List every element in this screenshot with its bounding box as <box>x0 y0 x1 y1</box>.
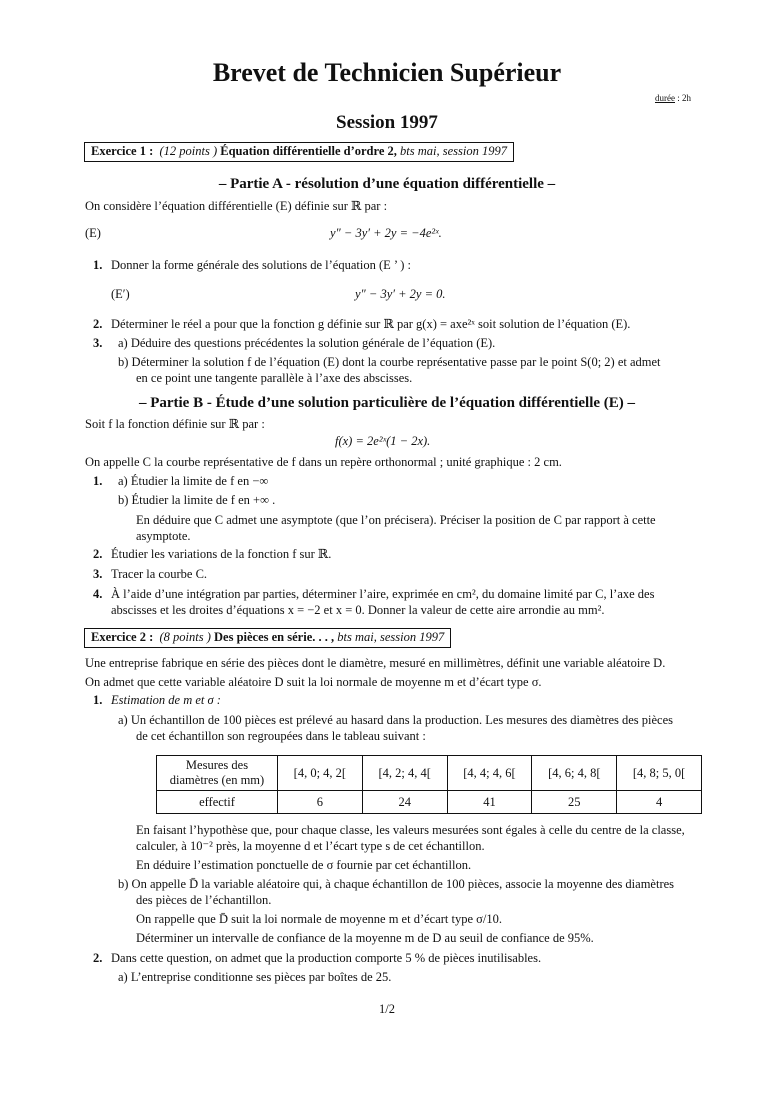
sub-question-continued: des pièces de l’échantillon. <box>136 893 272 907</box>
question-number: 2. <box>93 317 103 331</box>
sub-question-text: En déduire l’estimation ponctuelle de σ fournie par cet échantillon. <box>136 858 472 872</box>
exercise-source: bts mai, session 1997 <box>400 144 507 158</box>
sub-question-text: On rappelle que D̄ suit la loi normale de moyenne m et d’écart type σ/10. <box>136 912 502 926</box>
exercise-1-header <box>84 142 514 162</box>
question-title: Estimation de m et σ : <box>111 693 221 707</box>
paragraph: On appelle C la courbe représentative de f dans un repère orthonormal ; unité graphique : 2 cm. <box>85 455 562 469</box>
count-cell: 41 <box>447 791 532 814</box>
duration-value: : 2h <box>675 93 692 103</box>
exercise-number: Exercice 1 : <box>91 144 154 158</box>
sub-question-text: Déterminer un intervalle de confiance de la moyenne m de D au seuil de confiance de 95%. <box>136 931 594 945</box>
equation: f(x) = 2e²ˣ(1 − 2x). <box>335 434 431 448</box>
count-cell: 6 <box>278 791 363 814</box>
exercise-points: (12 points ) <box>159 144 218 158</box>
duration-note <box>655 93 691 103</box>
question-number: 2. <box>93 547 103 561</box>
exercise-points: (8 points ) <box>159 630 211 644</box>
sub-question-text: En déduire que C admet une asymptote (que l’on précisera). Préciser la position de C par rapport à cette <box>136 513 656 527</box>
table-row <box>157 756 702 791</box>
interval-cell: [4, 6; 4, 8[ <box>532 756 617 791</box>
sub-question: a) L’entreprise conditionne ses pièces par boîtes de 25. <box>118 970 392 984</box>
interval-cell: [4, 4; 4, 6[ <box>447 756 532 791</box>
sub-question-text: calculer, à 10⁻² près, la moyenne d et l’écart type s de cet échantillon. <box>136 839 485 853</box>
paragraph: On considère l’équation différentielle (E) définie sur ℝ par : <box>85 199 388 213</box>
exercise-source: bts mai, session 1997 <box>337 630 445 644</box>
page-title: Brevet de Technicien Supérieur <box>212 58 562 87</box>
question-text: Étudier les variations de la fonction f sur ℝ. <box>111 547 332 561</box>
table-header-cell <box>157 756 278 791</box>
equation: y″ − 3y′ + 2y = −4e²ˣ. <box>330 226 442 240</box>
paragraph: Soit f la fonction définie sur ℝ par : <box>85 417 265 431</box>
sub-question: a) Déduire des questions précédentes la solution générale de l’équation (E). <box>118 336 496 350</box>
exercise-number: Exercice 2 : <box>91 630 154 644</box>
session-heading: Session 1997 <box>336 112 438 133</box>
page-number: 1/2 <box>379 1002 395 1016</box>
count-cell: 24 <box>362 791 447 814</box>
exercise-title: Des pièces en série. . . , <box>214 630 335 644</box>
question-number: 1. <box>93 258 103 272</box>
sub-question-continued: en ce point une tangente parallèle à l’axe des abscisses. <box>136 371 413 385</box>
sub-question-continued: asymptote. <box>136 529 191 543</box>
part-a-title: – Partie A - résolution d’une équation différentielle – <box>218 176 556 192</box>
paragraph: Une entreprise fabrique en série des pièces dont le diamètre, mesuré en millimètres, définit une variable aléatoire D. <box>85 656 666 670</box>
question-text: À l’aide d’une intégration par parties, déterminer l’aire, exprimée en cm², du domaine limité par C, l’axe des <box>111 587 655 601</box>
exercise-2-header <box>84 628 451 648</box>
duration-label: durée <box>655 93 675 103</box>
question-number: 1. <box>93 474 103 488</box>
question-number: 3. <box>93 567 103 581</box>
sub-question: a) Un échantillon de 100 pièces est prélevé au hasard dans la production. Les mesures des diamètres des pièces <box>118 713 674 727</box>
question-number: 4. <box>93 587 103 601</box>
interval-cell: [4, 2; 4, 4[ <box>362 756 447 791</box>
equation: y″ − 3y′ + 2y = 0. <box>355 287 446 301</box>
sub-question: b) On appelle D̄ la variable aléatoire qui, à chaque échantillon de 100 pièces, associe la moyenne des diamètres <box>118 877 675 891</box>
count-cell: 4 <box>617 791 702 814</box>
question-text: Déterminer le réel a pour que la fonction g définie sur ℝ par g(x) = axe²ˣ soit solution de l’équation (E). <box>111 317 631 331</box>
row-label-cell: effectif <box>157 791 278 814</box>
sub-question: a) Étudier la limite de f en −∞ <box>118 474 269 488</box>
exercise-title: Équation différentielle d’ordre 2, <box>220 144 397 158</box>
interval-cell: [4, 0; 4, 2[ <box>278 756 363 791</box>
equation-label: (E) <box>85 226 101 240</box>
sub-question: b) Étudier la limite de f en +∞ . <box>118 493 276 507</box>
question-continued: abscisses et les droites d’équations x = −2 et x = 0. Donner la valeur de cette aire arrondie au mm². <box>111 603 605 617</box>
question-text: Tracer la courbe C. <box>111 567 208 581</box>
part-b-title: – Partie B - Étude d’une solution particulière de l’équation différentielle (E) – <box>138 395 636 411</box>
sub-question-continued: de cet échantillon son regroupées dans le tableau suivant : <box>136 729 426 743</box>
count-cell: 25 <box>532 791 617 814</box>
table-row <box>157 791 702 814</box>
equation-label: (E′) <box>111 287 130 301</box>
header-line: diamètres (en mm) <box>169 773 265 787</box>
question-number: 2. <box>93 951 103 965</box>
sub-question: b) Déterminer la solution f de l’équation (E) dont la courbe représentative passe par le point S(0; 2) et admet <box>118 355 661 369</box>
paragraph: On admet que cette variable aléatoire D suit la loi normale de moyenne m et d’écart type σ. <box>85 675 542 689</box>
question-number: 3. <box>93 336 103 350</box>
question-text: Donner la forme générale des solutions de l’équation (E ’ ) : <box>111 258 412 272</box>
question-text: Dans cette question, on admet que la production comporte 5 % de pièces inutilisables. <box>111 951 542 965</box>
interval-cell: [4, 8; 5, 0[ <box>617 756 702 791</box>
question-number: 1. <box>93 693 103 707</box>
header-line: Mesures des <box>185 758 249 772</box>
sub-question-text: En faisant l’hypothèse que, pour chaque classe, les valeurs mesurées sont égales à celle du centre de la classe, <box>136 823 685 837</box>
measurement-table <box>156 755 702 814</box>
